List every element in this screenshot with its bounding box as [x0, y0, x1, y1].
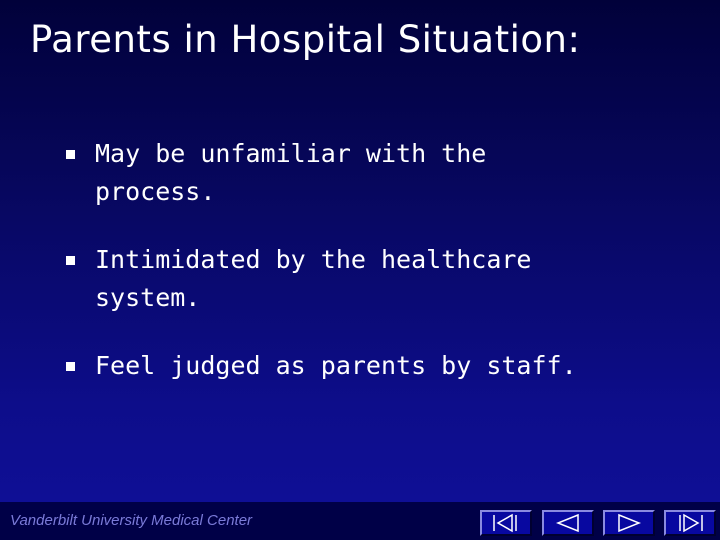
next-slide-button[interactable] — [603, 510, 655, 536]
first-slide-icon — [490, 513, 522, 533]
last-slide-icon — [674, 513, 706, 533]
bullet-item — [66, 347, 696, 385]
first-slide-button[interactable] — [480, 510, 532, 536]
square-bullet-icon — [66, 362, 75, 371]
previous-slide-icon — [552, 513, 584, 533]
bullet-text: Intimidated by the healthcare system. — [95, 245, 532, 312]
footer-text: Vanderbilt University Medical Center — [10, 512, 253, 529]
slide-title: Parents in Hospital Situation: — [30, 18, 581, 61]
last-slide-button[interactable] — [664, 510, 716, 536]
bullet-item — [66, 135, 696, 211]
bullet-text: Feel judged as parents by staff. — [95, 351, 577, 380]
bullet-list — [66, 135, 696, 415]
previous-slide-button[interactable] — [542, 510, 594, 536]
square-bullet-icon — [66, 256, 75, 265]
bullet-item — [66, 241, 696, 317]
next-slide-icon — [613, 513, 645, 533]
square-bullet-icon — [66, 150, 75, 159]
bullet-text: May be unfamiliar with the process. — [95, 139, 487, 206]
